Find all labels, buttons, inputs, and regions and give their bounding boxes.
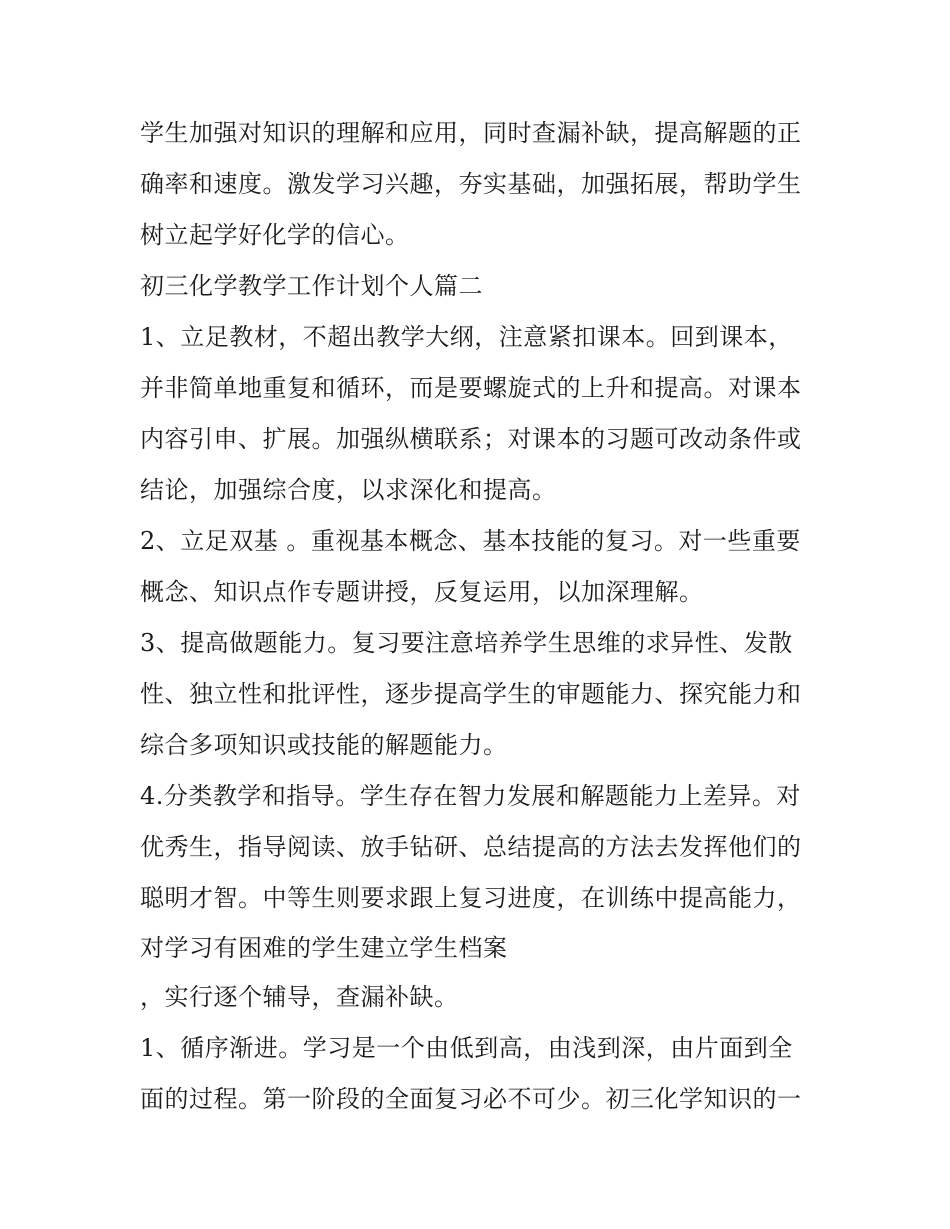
paragraph-line: 概念、知识点作专题讲授，反复运用，以加深理解。	[140, 578, 704, 606]
paragraph-line: 确率和速度。激发学习兴趣，夯实基础，加强拓展，帮助学生	[140, 170, 802, 198]
paragraph-line: 面的过程。第一阶段的全面复习必不可少。初三化学知识的一	[140, 1085, 802, 1113]
document-body	[140, 108, 820, 1125]
paragraph-line: 聪明才智。中等生则要求跟上复习进度，在训练中提高能力，	[140, 884, 802, 912]
paragraph-line: 树立起学好化学的信心。	[140, 221, 410, 249]
paragraph-line: 4.分类教学和指导。学生存在智力发展和解题能力上差异。对	[140, 782, 801, 810]
section-heading: 初三化学教学工作计划个人篇二	[140, 272, 483, 300]
paragraph-line: 1、立足教材，不超出教学大纲，注意紧扣课本。回到课本，	[140, 323, 793, 351]
paragraph-line: 性、独立性和批评性，逐步提高学生的审题能力、探究能力和	[140, 680, 802, 708]
paragraph-line: 对学习有困难的学生建立学生档案	[140, 934, 508, 962]
paragraph-line: ，实行逐个辅导，查漏补缺。	[140, 983, 459, 1011]
paragraph-line: 内容引申、扩展。加强纵横联系；对课本的习题可改动条件或	[140, 425, 802, 453]
paragraph-line: 结论，加强综合度，以求深化和提高。	[140, 476, 557, 504]
paragraph-line: 2、立足双基 。重视基本概念、基本技能的复习。对一些重要	[140, 527, 801, 555]
paragraph-line: 1、循序渐进。学习是一个由低到高，由浅到深，由片面到全	[140, 1034, 793, 1062]
paragraph-line: 学生加强对知识的理解和应用，同时查漏补缺，提高解题的正	[140, 119, 802, 147]
paragraph-line: 并非简单地重复和循环，而是要螺旋式的上升和提高。对课本	[140, 374, 802, 402]
paragraph-line: 综合多项知识或技能的解题能力。	[140, 731, 508, 759]
paragraph-line: 优秀生，指导阅读、放手钻研、总结提高的方法去发挥他们的	[140, 833, 802, 861]
paragraph-line: 3、提高做题能力。复习要注意培养学生思维的求异性、发散	[140, 629, 793, 657]
